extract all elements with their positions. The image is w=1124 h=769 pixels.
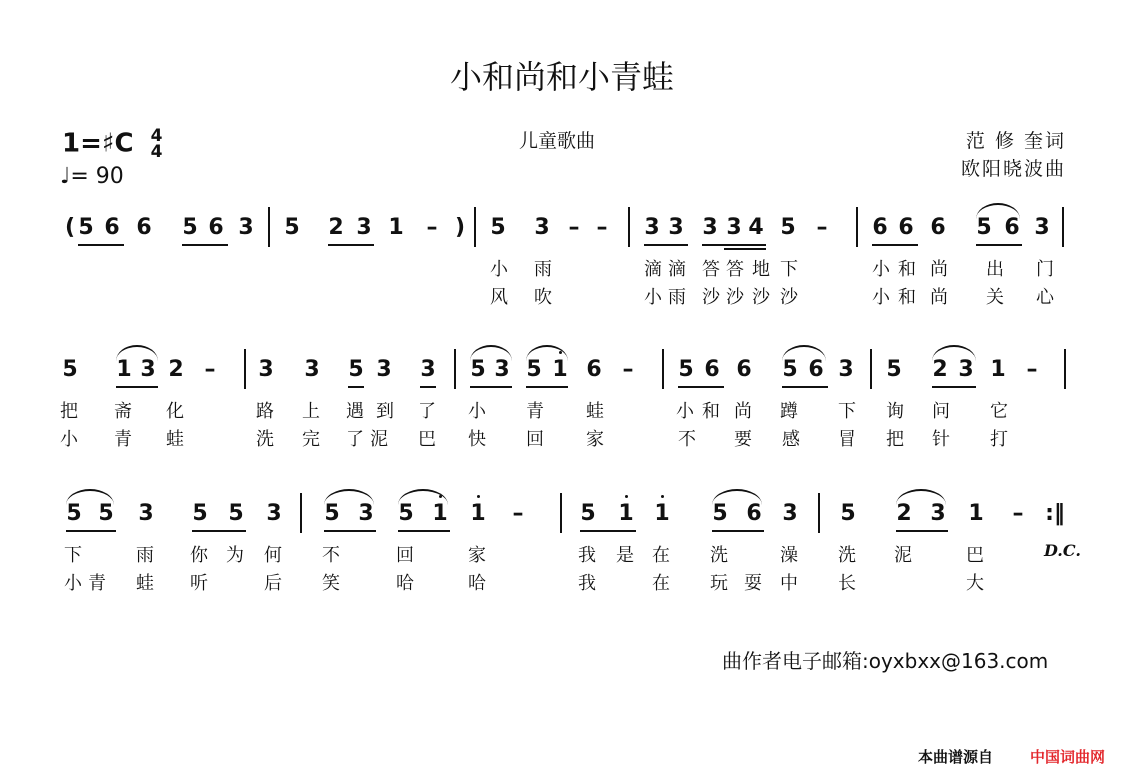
note: 5	[490, 215, 506, 240]
note: 3	[138, 501, 154, 526]
lyric: 巴	[418, 429, 436, 450]
underline	[470, 386, 512, 388]
note: 6	[872, 215, 888, 240]
note: 1	[990, 357, 1006, 382]
underline	[192, 530, 246, 532]
lyric: 答	[702, 259, 720, 280]
lyric: 笑	[322, 573, 340, 594]
octave-dot	[625, 495, 628, 498]
slur	[712, 489, 762, 505]
note: 5	[712, 501, 728, 526]
note: 5	[580, 501, 596, 526]
lyric: 了	[346, 429, 364, 450]
lyric: 沙	[780, 287, 798, 308]
lyric: 下	[838, 401, 856, 422]
lyric: 门	[1036, 259, 1054, 280]
lyric: 尚	[734, 401, 752, 422]
lyric: 哈	[468, 573, 486, 594]
lyric: 青	[114, 429, 132, 450]
bar-line	[268, 207, 270, 247]
note: 3	[140, 357, 156, 382]
note: 5	[348, 357, 364, 382]
lyric: 询	[886, 401, 904, 422]
note: 6	[208, 215, 224, 240]
note: 5	[66, 501, 82, 526]
lyric: 巴	[966, 545, 984, 566]
note: 1	[116, 357, 132, 382]
underline	[116, 386, 158, 388]
lyric: 到	[376, 401, 394, 422]
time-signature	[151, 128, 163, 160]
underline	[182, 244, 228, 246]
bar-line	[474, 207, 476, 247]
time-sig-top: 4	[150, 126, 163, 146]
note: 3	[726, 215, 742, 240]
lyric: 青	[526, 401, 544, 422]
slur	[324, 489, 374, 505]
underline	[78, 244, 124, 246]
bar-line	[628, 207, 630, 247]
lyric: 雨	[534, 259, 552, 280]
lyric: 家	[468, 545, 486, 566]
composer-email: 曲作者电子邮箱:oyxbxx@163.com	[722, 649, 1049, 673]
note-dash: –	[1026, 357, 1038, 382]
lyric: 洗	[256, 429, 274, 450]
lyric: 沙	[702, 287, 720, 308]
lyric: 青	[88, 573, 106, 594]
key-label: 1=♯C	[62, 128, 134, 159]
lyric: 尚	[930, 259, 948, 280]
note: 5	[62, 357, 78, 382]
lyric: 小	[644, 287, 662, 308]
underline	[328, 244, 374, 246]
notation-row-1	[60, 213, 1070, 243]
time-sig-bottom: 4	[150, 142, 163, 162]
score-title: 小和尚和小青蛙	[449, 58, 674, 96]
note: 3	[1034, 215, 1050, 240]
note: 3	[358, 501, 374, 526]
lyric: 心	[1036, 287, 1054, 308]
octave-dot	[661, 495, 664, 498]
tempo-marking: ♩= 90	[60, 164, 124, 189]
underline	[932, 386, 976, 388]
lyric: 蛙	[586, 401, 604, 422]
lyric: 小	[676, 401, 694, 422]
lyric: 雨	[136, 545, 154, 566]
bar-line	[818, 493, 820, 533]
lyric: 我	[578, 545, 596, 566]
bar-line	[870, 349, 872, 389]
lyric: 它	[990, 401, 1008, 422]
note-high: 1	[430, 499, 450, 529]
lyric: 路	[256, 401, 274, 422]
lyric: 后	[264, 573, 282, 594]
note: 3	[238, 215, 254, 240]
bar-line	[300, 493, 302, 533]
note-dash: –	[622, 357, 634, 382]
dc-marking: D.C.	[1044, 541, 1081, 560]
lyric: 在	[652, 573, 670, 594]
lyric: 感	[782, 429, 800, 450]
lyric: 问	[932, 401, 950, 422]
lyric: 泥	[894, 545, 912, 566]
lyric: 关	[986, 287, 1004, 308]
lyrics-row-3-verse-1	[60, 541, 1070, 565]
lyric: 泥	[370, 429, 388, 450]
note: 6	[746, 501, 762, 526]
slur	[398, 489, 448, 505]
bar-line	[244, 349, 246, 389]
lyric: 小	[468, 401, 486, 422]
slur	[976, 203, 1020, 219]
lyric: 玩	[710, 573, 728, 594]
lyric: 长	[838, 573, 856, 594]
lyric: 冒	[838, 429, 856, 450]
lyric: 地	[752, 259, 770, 280]
note: 3	[930, 501, 946, 526]
site-name: 中国词曲网	[1030, 748, 1106, 766]
lyrics-row-3-verse-2	[60, 569, 1070, 593]
lyric: 家	[586, 429, 604, 450]
lyric: 何	[264, 545, 282, 566]
lyric: 要	[734, 429, 752, 450]
slur	[932, 345, 976, 361]
note: 6	[704, 357, 720, 382]
note: 1	[968, 501, 984, 526]
lyric: 和	[702, 401, 720, 422]
note: 6	[898, 215, 914, 240]
underline	[66, 530, 116, 532]
lyric: 蹲	[780, 401, 798, 422]
note: 2	[328, 215, 344, 240]
lyric: 遇	[346, 401, 364, 422]
lyric: 小	[60, 429, 78, 450]
genre-label: 儿童歌曲	[519, 130, 596, 152]
note: 1	[388, 215, 404, 240]
note-dash: –	[426, 215, 438, 240]
lyric: 出	[986, 259, 1004, 280]
lyric: 滴	[668, 259, 686, 280]
lyric: 蛙	[136, 573, 154, 594]
bar-line	[560, 493, 562, 533]
underline	[324, 530, 376, 532]
underline	[580, 530, 636, 532]
lyric: 完	[302, 429, 320, 450]
key-signature	[62, 128, 162, 160]
note: 5	[782, 357, 798, 382]
note: 3	[668, 215, 684, 240]
note: 5	[182, 215, 198, 240]
lyric: 回	[396, 545, 414, 566]
lyric: 快	[468, 429, 486, 450]
note: 3	[782, 501, 798, 526]
note: 6	[104, 215, 120, 240]
note-dash: –	[512, 501, 524, 526]
slur	[896, 489, 946, 505]
note: 2	[168, 357, 184, 382]
note: 5	[678, 357, 694, 382]
note: 5	[470, 357, 486, 382]
underline	[420, 386, 436, 388]
lyric: 答	[726, 259, 744, 280]
underline	[782, 386, 828, 388]
note: 2	[896, 501, 912, 526]
note: 5	[886, 357, 902, 382]
note: 3	[958, 357, 974, 382]
lyric: 下	[780, 259, 798, 280]
underline	[702, 244, 766, 246]
underline	[872, 244, 918, 246]
note-dash: –	[596, 215, 608, 240]
notation-row-3	[60, 499, 1070, 529]
lyric: 化	[166, 401, 184, 422]
lyric: 蛙	[166, 429, 184, 450]
lyric: 哈	[396, 573, 414, 594]
underline	[678, 386, 724, 388]
composer-credit: 欧阳晓波曲	[960, 158, 1066, 180]
slur	[66, 489, 114, 505]
lyric: 回	[526, 429, 544, 450]
note: 5	[840, 501, 856, 526]
lyric: 不	[322, 545, 340, 566]
lyric: 在	[652, 545, 670, 566]
lyric: 沙	[752, 287, 770, 308]
lyric: 斋	[114, 401, 132, 422]
bar-line	[1062, 207, 1064, 247]
lyric: 小	[872, 287, 890, 308]
note: 3	[838, 357, 854, 382]
notation-row-2	[60, 355, 1070, 385]
note: 5	[324, 501, 340, 526]
note: 3	[304, 357, 320, 382]
lyric: 滴	[644, 259, 662, 280]
lyric: 小	[872, 259, 890, 280]
lyric: 和	[898, 259, 916, 280]
lyric: 耍	[744, 573, 762, 594]
lyric: 洗	[838, 545, 856, 566]
lyric: 了	[418, 401, 436, 422]
underline	[526, 386, 568, 388]
note-high: 1	[550, 355, 570, 385]
note-paren: )	[454, 215, 466, 240]
lyric: 你	[190, 545, 208, 566]
slur	[526, 345, 568, 361]
octave-dot	[477, 495, 480, 498]
repeat-end-marker: :‖	[1045, 501, 1065, 526]
slur	[782, 345, 826, 361]
note-dash: –	[204, 357, 216, 382]
lyric: 为	[226, 545, 244, 566]
lyrics-row-1-verse-1	[60, 255, 1070, 279]
note: 5	[780, 215, 796, 240]
lyric: 沙	[726, 287, 744, 308]
lyric: 把	[60, 401, 78, 422]
note-high: 1	[468, 499, 488, 529]
note: 4	[748, 215, 764, 240]
note: 3	[644, 215, 660, 240]
lyric: 和	[898, 287, 916, 308]
note: 3	[534, 215, 550, 240]
note-paren: (	[64, 215, 76, 240]
note: 5	[398, 501, 414, 526]
underline	[896, 530, 948, 532]
note: 6	[586, 357, 602, 382]
underline	[398, 530, 450, 532]
lyricist-credit: 范 修 奎词	[965, 130, 1066, 152]
note-dash: –	[1012, 501, 1024, 526]
underline	[976, 244, 1022, 246]
note: 6	[736, 357, 752, 382]
lyric: 澡	[780, 545, 798, 566]
underline	[348, 386, 364, 388]
note-dash: –	[816, 215, 828, 240]
underline	[712, 530, 764, 532]
note: 3	[258, 357, 274, 382]
lyric: 风	[490, 287, 508, 308]
lyric: 下	[64, 545, 82, 566]
lyric: 中	[780, 573, 798, 594]
lyric: 听	[190, 573, 208, 594]
note: 6	[808, 357, 824, 382]
slur	[116, 345, 158, 361]
note-dash: –	[568, 215, 580, 240]
underline-double	[724, 248, 766, 250]
lyric: 打	[990, 429, 1008, 450]
bar-line	[856, 207, 858, 247]
lyric: 小	[64, 573, 82, 594]
note: 5	[526, 357, 542, 382]
note-high: 1	[616, 499, 636, 529]
lyric: 上	[302, 401, 320, 422]
note: 5	[228, 501, 244, 526]
note: 3	[420, 357, 436, 382]
note: 6	[930, 215, 946, 240]
bar-line	[662, 349, 664, 389]
note: 6	[1004, 215, 1020, 240]
note: 5	[284, 215, 300, 240]
note-high: 1	[652, 499, 672, 529]
note: 3	[376, 357, 392, 382]
lyric: 吹	[534, 287, 552, 308]
note: 5	[78, 215, 94, 240]
note: 5	[976, 215, 992, 240]
note: 2	[932, 357, 948, 382]
lyric: 大	[966, 573, 984, 594]
note: 3	[702, 215, 718, 240]
lyric: 我	[578, 573, 596, 594]
lyrics-row-1-verse-2	[60, 283, 1070, 307]
lyric: 不	[678, 429, 696, 450]
lyric: 是	[616, 545, 634, 566]
note: 5	[98, 501, 114, 526]
note: 3	[494, 357, 510, 382]
lyric: 小	[490, 259, 508, 280]
slur	[470, 345, 512, 361]
underline	[644, 244, 688, 246]
lyrics-row-2-verse-2	[60, 425, 1070, 449]
bar-line	[454, 349, 456, 389]
lyrics-row-2-verse-1	[60, 397, 1070, 421]
lyric: 洗	[710, 545, 728, 566]
lyric: 尚	[930, 287, 948, 308]
note: 3	[266, 501, 282, 526]
bar-line	[1064, 349, 1066, 389]
note: 5	[192, 501, 208, 526]
note: 6	[136, 215, 152, 240]
source-label: 本曲谱源自	[918, 748, 994, 766]
note: 3	[356, 215, 372, 240]
lyric: 雨	[668, 287, 686, 308]
lyric: 针	[932, 429, 950, 450]
lyric: 把	[886, 429, 904, 450]
